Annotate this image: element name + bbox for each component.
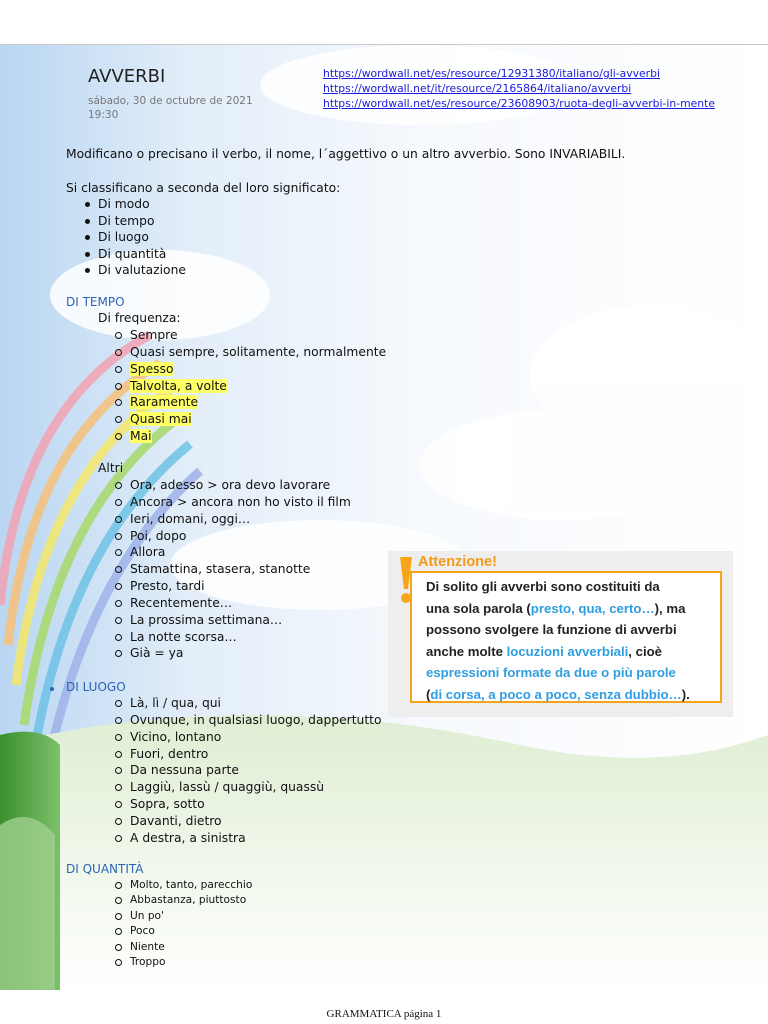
text-span: ), ma: [654, 600, 686, 616]
list-item: Un po': [110, 909, 252, 924]
highlighted-item-text: Talvolta, a volte: [130, 378, 227, 393]
list-item: Laggiù, lassù / quaggiù, quassù: [110, 779, 382, 796]
heading-di-tempo: DI TEMPO: [66, 295, 125, 309]
list-item: [110, 411, 386, 428]
others-label: Altri: [98, 461, 124, 475]
attention-line: espressioni formate da due o più parole: [426, 665, 676, 680]
list-item: Di tempo: [78, 213, 186, 230]
quantita-list: [110, 878, 252, 970]
attention-line: [426, 684, 726, 706]
examples-span: di corsa, a poco a poco, senza dubbio…: [430, 686, 682, 702]
attention-title: Attenzione!: [418, 554, 497, 570]
list-item: Troppo: [110, 955, 252, 970]
list-item: Poco: [110, 924, 252, 939]
list-item: Presto, tardi: [110, 578, 351, 595]
attention-line: Di solito gli avverbi sono costituiti da: [426, 579, 660, 594]
text-span: ).: [681, 686, 690, 702]
list-item: Abbastanza, piuttosto: [110, 893, 252, 908]
attention-line: [426, 598, 726, 620]
note-time: 19:30: [88, 109, 119, 121]
definition-text: Modificano o precisano il verbo, il nome, l´aggettivo o un altro avverbio. Sono INVARIABILI.: [66, 147, 626, 161]
text-span: , cioè: [628, 643, 662, 659]
classification-label: Si classificano a seconda del loro significato:: [66, 181, 341, 195]
attention-text: [426, 576, 726, 705]
list-item: Poi, dopo: [110, 528, 351, 545]
link-wordwall-gli-avverbi[interactable]: https://wordwall.net/es/resource/12931380/italiano/gli-avverbi: [323, 67, 660, 80]
list-item: Di luogo: [78, 229, 186, 246]
page-title: AVVERBI: [88, 66, 166, 87]
list-item: Da nessuna parte: [110, 762, 382, 779]
list-item: [110, 361, 386, 378]
list-item: Sopra, sotto: [110, 796, 382, 813]
attention-line: [426, 641, 726, 663]
list-item: [110, 428, 386, 445]
list-item: A destra, a sinistra: [110, 830, 382, 847]
heading-di-luogo: DI LUOGO: [66, 680, 126, 694]
luogo-list: [110, 695, 382, 847]
text-span: (: [426, 686, 431, 702]
list-item: [110, 344, 386, 361]
highlighted-item-text: Quasi mai: [130, 412, 192, 427]
heading-di-quantita: DI QUANTITÀ: [66, 862, 144, 876]
list-item: [110, 394, 386, 411]
highlighted-item-text: Raramente: [130, 395, 199, 410]
list-item: La notte scorsa…: [110, 629, 351, 646]
examples-span: presto, qua, certo…: [530, 600, 655, 616]
list-item: Di modo: [78, 196, 186, 213]
list-item: Allora: [110, 544, 351, 561]
list-item: Di valutazione: [78, 262, 186, 279]
item-text: Quasi sempre, solitamente, normalmente: [130, 344, 387, 359]
list-item: Fuori, dentro: [110, 746, 382, 763]
list-item: Già = ya: [110, 645, 351, 662]
text-span: una sola parola (: [426, 600, 531, 616]
attention-line: possono svolgere la funzione di avverbi: [426, 622, 677, 637]
list-item: Molto, tanto, parecchio: [110, 878, 252, 893]
item-text: Sempre: [130, 328, 178, 342]
list-item: Ora, adesso > ora devo lavorare: [110, 477, 351, 494]
page-footer: GRAMMATICA página 1: [326, 1008, 442, 1020]
link-wordwall-avverbi[interactable]: https://wordwall.net/it/resource/2165864/italiano/avverbi: [323, 82, 632, 95]
list-item: Vicino, lontano: [110, 729, 382, 746]
list-item: [110, 327, 386, 344]
frequency-label: Di frequenza:: [98, 311, 181, 325]
list-item: Ovunque, in qualsiasi luogo, dappertutto: [110, 712, 382, 729]
highlighted-item-text: Spesso: [130, 361, 174, 376]
note-timestamp: [88, 94, 253, 122]
exclamation-icon: [398, 555, 414, 605]
term-span: locuzioni avverbiali: [506, 643, 629, 659]
heading-bullet: [50, 687, 54, 691]
list-item: Là, lì / qua, qui: [110, 695, 382, 712]
resource-links: [323, 66, 715, 111]
highlighted-item-text: Mai: [130, 429, 152, 444]
list-item: Ancora > ancora non ho visto il film: [110, 494, 351, 511]
list-item: [110, 378, 386, 395]
list-item: La prossima settimana…: [110, 612, 351, 629]
attention-image: [388, 551, 733, 717]
frequency-list: [110, 327, 386, 445]
link-wordwall-ruota-avverbi[interactable]: https://wordwall.net/es/resource/23608903/ruota-degli-avverbi-in-mente: [323, 97, 716, 110]
category-list: [78, 196, 186, 279]
list-item: Davanti, dietro: [110, 813, 382, 830]
note-date: sábado, 30 de octubre de 2021: [88, 95, 253, 107]
text-span: anche molte: [426, 643, 507, 659]
list-item: Stamattina, stasera, stanotte: [110, 561, 351, 578]
list-item: Di quantità: [78, 246, 186, 263]
others-list: [110, 477, 351, 662]
list-item: Ieri, domani, oggi…: [110, 511, 351, 528]
list-item: Niente: [110, 940, 252, 955]
list-item: Recentemente…: [110, 595, 351, 612]
